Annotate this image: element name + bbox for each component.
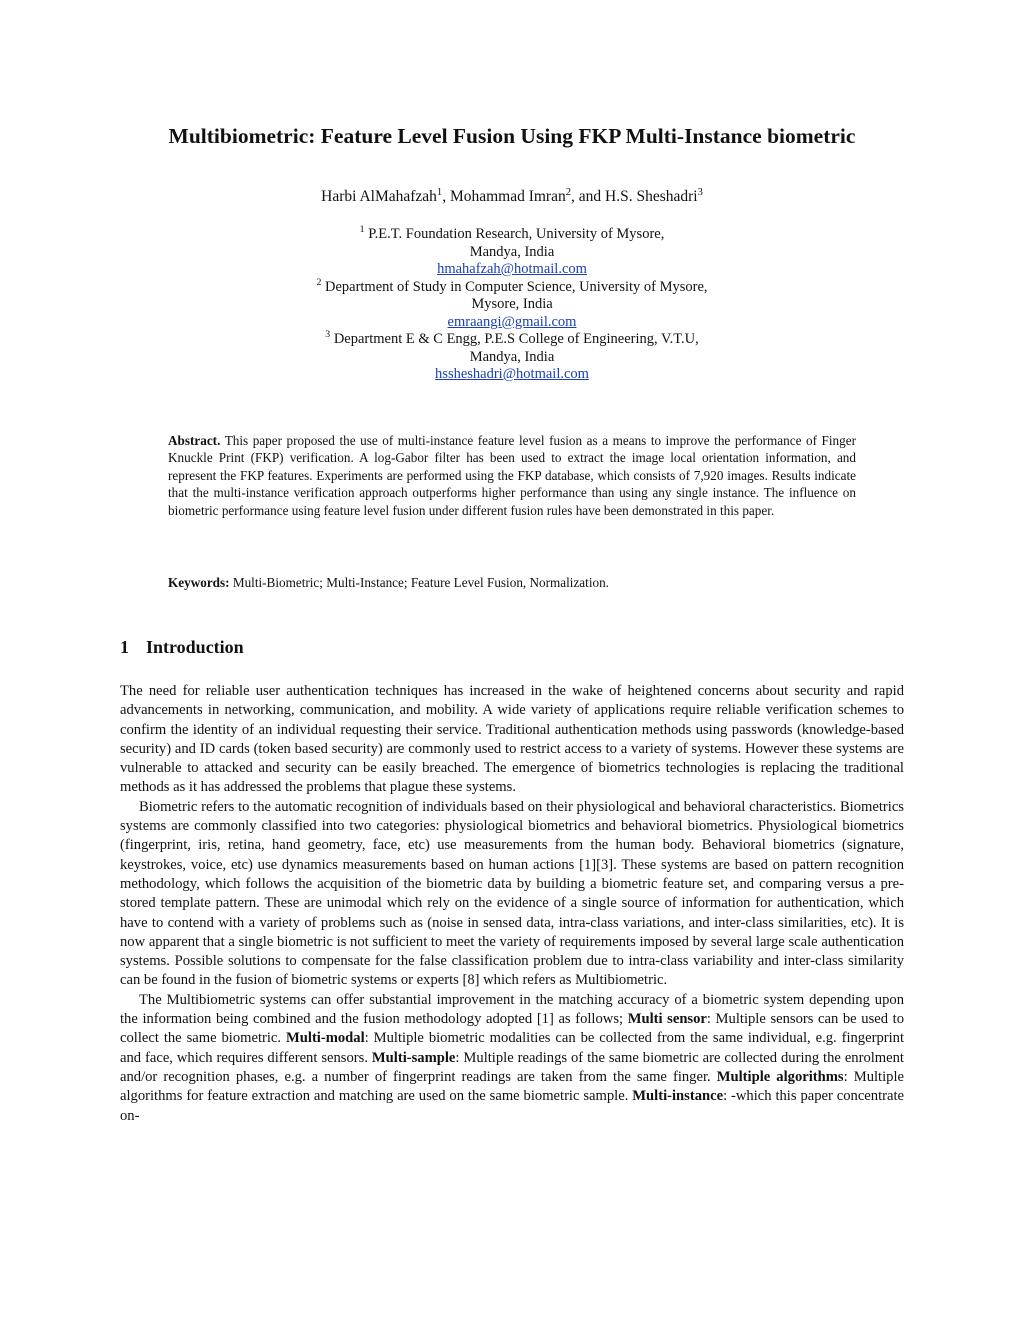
affiliation-block [0, 226, 1024, 384]
email-link-1[interactable]: hmahafzah@hotmail.com [437, 261, 587, 277]
author-list [0, 186, 1024, 208]
author-name: Mohammad Imran [449, 188, 566, 205]
abstract-text: This paper proposed the use of multi-instance feature level fusion as a means to improve the performance of Finger Knuckle Print (FKP) verification. A log-Gabor filter has been used to extract the image local orientation information, and represent the FKP features. Experiments are performed using the FKP database, which consists of 7,920 images. Results indicate that the multi-instance verification approach outperforms higher performance than using any single instance. The influence on biometric performance using feature level fusion under different fusion rules have been demonstrated in this paper. [168, 433, 856, 518]
text-run: : Multiple biometric modalities can be collected from the same individual, e.g. fingerprint and face, which requires different sensors. [120, 1030, 905, 1066]
term-multi-instance: Multi-instance [632, 1088, 724, 1105]
paragraph-2: Biometric refers to the automatic recognition of individuals based on their physiological and behavioral characteristics. Biometrics systems are commonly classified into two categories: physiological biometrics and behavioral biometrics. Physiological biometrics (fingerprint, iris, retina, hand geometry, face, etc) use measurements from the human body. Behavioral biometrics (signature, keystrokes, voice, etc) use dynamics measurements based on human actions [1][3]. These systems are based on pattern recognition methodology, which follows the acquisition of the biometric data by building a biometric feature set, and comparing versus a pre-stored template pattern. These are unimodal which rely on the evidence of a single source of information for authentication, which have to contend with a variety of problems such as (noise in sensed data, intra-class variations, and inter-class similarities, etc). It is now apparent that a single biometric is not sufficient to meet the variety of requirements imposed by several large scale authentication systems. Possible solutions to compensate for the false classification problem due to intra-class variability and inter-class similarity can be found in the fusion of biometric systems or experts [8] which refers as Multibiometric. [120, 798, 904, 989]
keywords-text: Multi-Biometric; Multi-Instance; Feature Level Fusion, Normalization. [229, 575, 609, 590]
affil-mark: 1 [359, 224, 365, 236]
keywords [168, 574, 856, 591]
author-separator: , and [571, 188, 606, 205]
affiliation-1-line2: Mandya, India [469, 243, 555, 260]
text-run: The Multibiometric systems can offer substantial improvement in the matching accuracy of a biometric system depending upon the information being combined and the fusion methodology adopted [1] as follows; [120, 991, 904, 1028]
affil-mark: 3 [325, 329, 331, 341]
affil-institution: Department of Study in Computer Science, University of Mysore, [321, 278, 708, 295]
keywords-label: Keywords: [168, 575, 230, 590]
term-multi-sample: Multi-sample [371, 1049, 456, 1066]
term-multi-modal: Multi-modal [286, 1030, 365, 1047]
email-link-3[interactable]: hssheshadri@hotmail.com [435, 366, 589, 382]
text-run: : Multiple readings of the same biometric are collected during the enrolment and/or recognition phases, e.g. a number of fingerprint readings are taken from the same finger. [120, 1049, 904, 1085]
affil-mark: 2 [316, 276, 322, 288]
text-run: : Multiple sensors can be used to collect the same biometric. [120, 1011, 904, 1047]
abstract [168, 432, 856, 519]
paragraph-1: The need for reliable user authentication techniques has increased in the wake of heightened concerns about security and rapid advancements in networking, communication, and mobility. A wide variety of applications require reliable verification schemes to confirm the identity of an individual requesting their service. Traditional authentication methods using passwords (knowledge-based security) and ID cards (token based security) are commonly used to restrict access to a variety of systems. However these systems are vulnerable to attacked and security can be easily breached. The emergence of biometrics technologies is replacing the traditional methods as it has addressed the problems that plague these systems. [120, 683, 904, 796]
author-affil-mark: 3 [697, 186, 703, 198]
section-heading [120, 635, 244, 659]
affiliation-1-line1 [0, 226, 1024, 244]
author-name: Harbi AlMahafzah [321, 188, 437, 205]
author-affil-mark: 2 [565, 186, 571, 198]
author-separator: , [442, 188, 450, 205]
text-run: : -which this paper concentrate on- [120, 1088, 904, 1124]
paper-title: Multibiometric: Feature Level Fusion Using FKP Multi-Instance biometric [168, 124, 856, 148]
section-title: Introduction [146, 637, 244, 657]
affiliation-3-line1 [0, 331, 1024, 349]
author-name: H.S. Sheshadri [605, 188, 698, 205]
section-number: 1 [120, 637, 129, 657]
term-multiple-algorithms: Multiple algorithms [716, 1068, 844, 1085]
email-link-2[interactable]: emraangi@gmail.com [447, 313, 577, 330]
affiliation-2-line2: Mysore, India [471, 296, 553, 312]
text-run: : Multiple algorithms for feature extraction and matching are used on the same biometric sample. [120, 1068, 904, 1105]
author-affil-mark: 1 [436, 186, 443, 198]
term-multi-sensor: Multi sensor [627, 1011, 707, 1028]
affil-institution: Department E & C Engg, P.E.S College of Engineering, V.T.U, [330, 331, 699, 347]
body-text [120, 682, 904, 1126]
abstract-label: Abstract. [168, 433, 221, 448]
affiliation-3-line2: Mandya, India [469, 348, 555, 365]
affil-institution: P.E.T. Foundation Research, University of Mysore, [364, 226, 665, 242]
affiliation-2-line1 [0, 276, 1024, 297]
paragraph-3 [120, 991, 904, 1126]
